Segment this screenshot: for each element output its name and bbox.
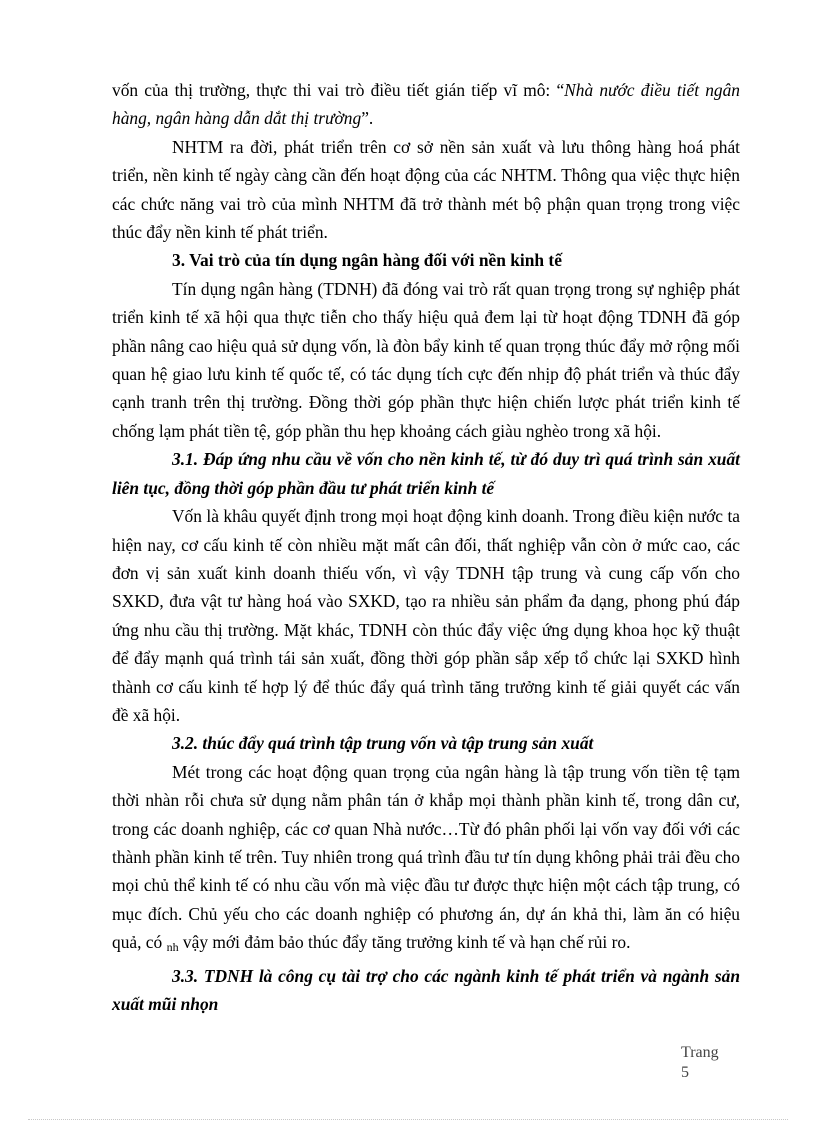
paragraph-concentration-end: vậy mới đảm bảo thúc đẩy tăng trưởng kinh tế và hạn chế rủi ro. <box>178 932 631 953</box>
paragraph-intro-end: ”. <box>361 108 374 129</box>
paragraph-capital: Vốn là khâu quyết định trong mọi hoạt động kinh doanh. Trong điều kiện nước ta hiện nay, cơ cấu kinh tế còn nhiều mặt mất cân đối, thất nghiệp vẫn còn ở mức cao, các đơn vị sản xuất kinh doanh thiếu vốn, vì vậy TDNH tập trung và cung cấp vốn cho SXKD, đưa vật tư hàng hoá vào SXKD, tạo ra nhiều sản phẩm đa dạng, phong phú đáp ứng nhu cầu thị trường. Mặt khác, TDNH còn thúc đẩy việc ứng dụng khoa học kỹ thuật để đẩy mạnh quá trình tái sản xuất, đồng thời góp phần sắp xếp tổ chức lại SXKD hình thành cơ cấu kinh tế hợp lý để thúc đẩy quá trình tăng trưởng kinh tế giải quyết các vấn đề xã hội. <box>112 506 740 725</box>
page-label: Trang <box>681 1044 719 1061</box>
paragraph-intro <box>112 76 740 133</box>
quote-text: Nhà nước điều tiết ngân hàng, ngân hàng dẫn dắt thị trường <box>112 80 741 129</box>
page-bottom-divider <box>28 1119 788 1120</box>
paragraph-tdnh-role: Tín dụng ngân hàng (TDNH) đã đóng vai trò rất quan trọng trong sự nghiệp phát triển kinh tế xã hội qua thực tiễn cho thấy hiệu quả đem lại từ hoạt động TDNH đã góp phần nâng cao hiệu quả sử dụng vốn, là đòn bẩy kinh tế quan trọng thúc đẩy mở rộng mối quan hệ giao lưu kinh tế quốc tế, có tác dụng tích cực đến nhịp độ phát triển và thúc đẩy cạnh tranh trên thị trường. Đồng thời góp phần thực hiện chiến lược phát triển kinh tế chống lạm phát tiền tệ, góp phần thu hẹp khoảng cách giàu nghèo trong xã hội. <box>112 278 740 441</box>
paragraph-concentration <box>112 758 740 962</box>
subsection-heading-3-3: 3.3. TDNH là công cụ tài trợ cho các ngành kinh tế phát triển và ngành sản xuất mũi nhọn <box>112 965 740 1014</box>
document-body <box>112 76 740 1018</box>
paragraph-intro-text: vốn của thị trường, thực thi vai trò điều tiết gián tiếp vĩ mô: “ <box>112 80 565 100</box>
paragraph-concentration-text: Mét trong các hoạt động quan trọng của ngân hàng là tập trung vốn tiền tệ tạm thời nhàn rỗi chưa sử dụng nằm phân tán ở khắp mọi thành phần kinh tế, trong dân cư, trong các doanh nghiệp, các cơ quan Nhà nước…Từ đó phân phối lại vốn vay đối với các thành phần kinh tế trên. Tuy nhiên trong quá trình đầu tư tín dụng không phải trải đều cho mọi chủ thể kinh tế có nhu cầu vốn mà việc đầu tư được thực hiện một cách tập trung, có mục đích. Chủ yếu cho các doanh nghiệp có phương án, dự án khả thi, làm ăn có hiệu quả, có <box>112 761 740 953</box>
inline-small-text: nh <box>166 940 179 955</box>
paragraph-nhtm: NHTM ra đời, phát triển trên cơ sở nền sản xuất và lưu thông hàng hoá phát triển, nền kinh tế ngày càng cần đến hoạt động của các NHTM. Thông qua việc thực hiện các chức năng vai trò của mình NHTM đã trở thành mét bộ phận quan trọng trong việc thúc đẩy nền kinh tế phát triển. <box>112 136 740 243</box>
subsection-heading-3-2: 3.2. thúc đẩy quá trình tập trung vốn và tập trung sản xuất <box>172 733 594 754</box>
subsection-heading-3-1: 3.1. Đáp ứng nhu cầu về vốn cho nền kinh tế, từ đó duy trì quá trình sản xuất liên tục, đồng thời góp phần đầu tư phát triển kinh tế <box>112 449 740 498</box>
page-footer <box>681 1043 731 1083</box>
page-number: 5 <box>681 1064 689 1081</box>
section-heading-3: 3. Vai trò của tín dụng ngân hàng đối với nền kinh tế <box>172 250 562 271</box>
